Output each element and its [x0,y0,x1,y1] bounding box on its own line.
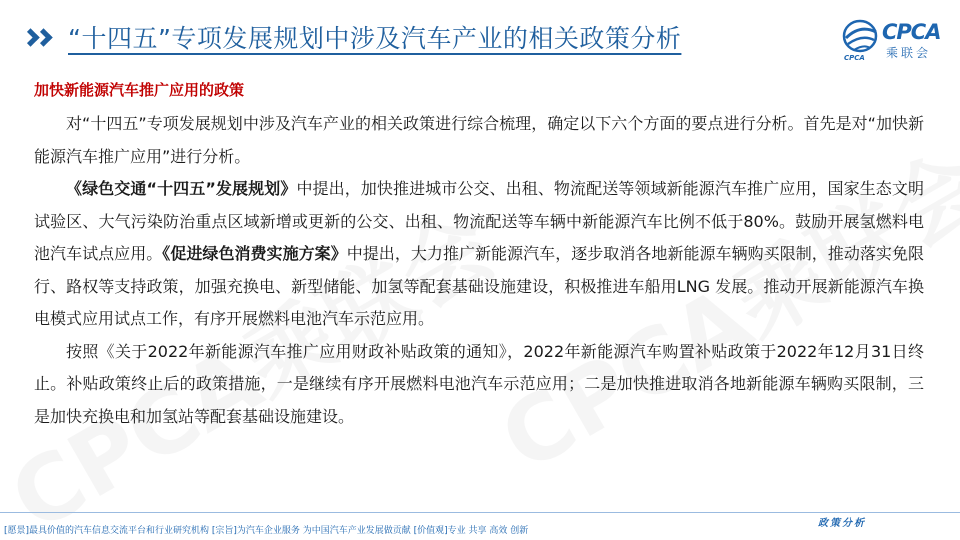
logo-chinese-text: 乘联会 [886,46,932,60]
paragraph-policies-text-1: 中提出，加快推进城市公交、出租、物流配送等领域新能源汽车推广应用，国家生态文明试验区、大气污染防治重点区域新增或更新的公交、出租、物流配送等车辆中新能源汽车比例不低于80%。鼓励开展氢燃料电池汽车试点应用。 [34,179,924,263]
doc-title-green-transport: 《绿色交通“十四五”发展规划》 [66,179,297,198]
paragraph-policies [34,173,924,336]
cpca-logo [840,14,952,66]
paragraph-policies-text-2: 中提出，大力推广新能源汽车，逐步取消各地新能源车辆购买限制，推动落实免限行、路权等支持政策，加强充换电、新型储能、加氢等配套基础设施建设，积极推进车船用LNG 发展。推动开展新能源汽车换电模式应用试点工作，有序开展燃料电池汽车示范应用。 [34,244,924,328]
slide-title: “十四五”专项发展规划中涉及汽车产业的相关政策分析 [68,24,682,53]
paragraph-subsidy: 按照《关于2022年新能源汽车推广应用财政补贴政策的通知》，2022年新能源汽车购置补贴政策于2022年12月31日终止。补贴政策终止后的政策措施，一是继续有序开展燃料电池汽车示范应用；二是加快推进取消各地新能源车辆购买限制，三是加快充换电和加氢站等配套基础设施建设。 [34,341,924,426]
footer-section-label: 政策分析 [818,518,866,529]
slide-content [34,78,924,433]
footer-divider [0,512,960,513]
footer-vision-text: [愿景]最具价值的汽车信息交流平台和行业研究机构 [宗旨]为汽车企业服务 为中国汽车产业发展做贡献 [价值观]专业 共享 高效 创新 [4,526,529,536]
logo-small-text: CPCA [844,54,865,62]
slide-header [0,0,960,62]
logo-brand-text: CPCA [882,20,941,44]
section-heading: 加快新能源汽车推广应用的政策 [34,81,245,99]
doc-title-green-consumption: 《促进绿色消费实施方案》 [162,244,347,263]
paragraph-intro: 对“十四五”专项发展规划中涉及汽车产业的相关政策进行综合梳理，确定以下六个方面的要点进行分析。首先是对“加快新能源汽车推广应用”进行分析。 [34,114,924,166]
globe-logo-icon [840,16,880,56]
